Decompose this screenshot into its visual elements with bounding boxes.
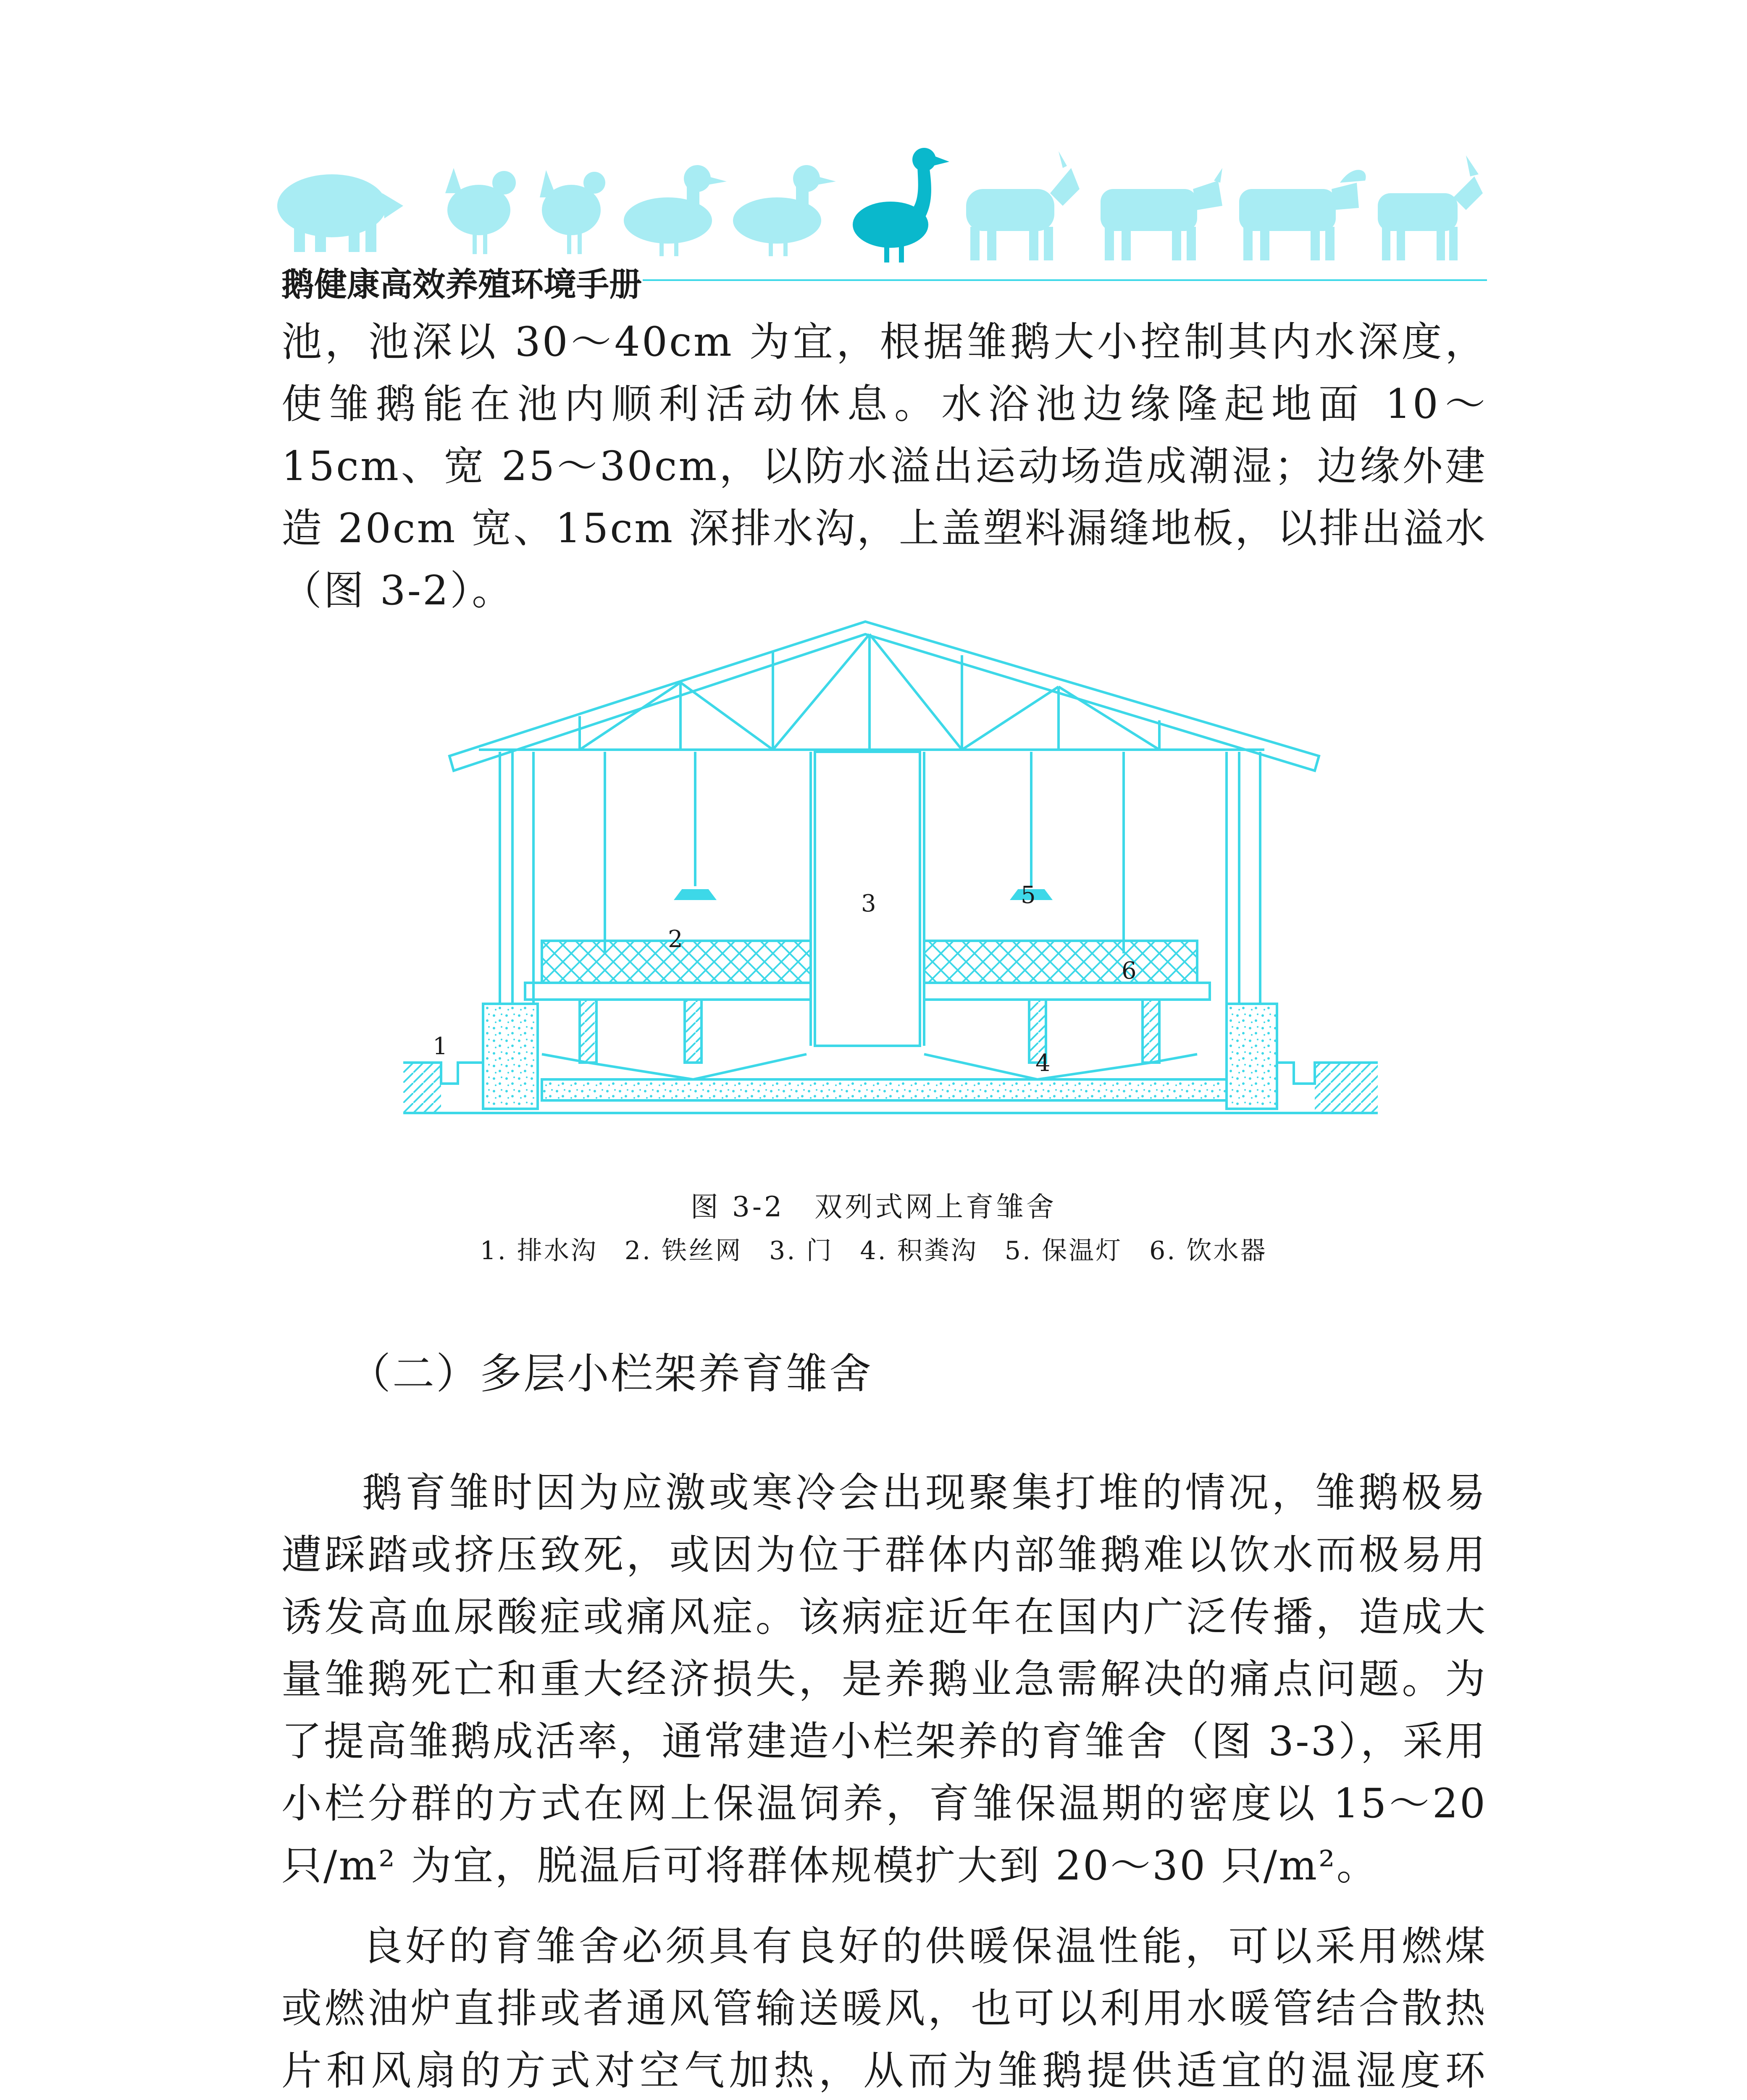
- roof-truss: [479, 634, 1264, 750]
- paragraph-text: 鹅育雏时因为应激或寒冷会出现聚集打堆的情况，雏鹅极易遭踩踏或挤压致死，或因为位于群体内部雏鹅难以饮水而极易用诱发高血尿酸症或痛风症。该病症近年在国内广泛传播，造成大量雏鹅死亡和重大经济损失，是养鹅业急需解决的痛点问题。为了提高雏鹅成活率，通常建造小栏架养的育雏舍（图 3-3），采用小栏分群的方式在网上保温饲养，育雏保温期的密度以 15～20 只/m² 为宜，脱温后可将群体规模扩大到 20～30 只/m²。: [281, 1469, 1487, 1889]
- goose-icon: [853, 148, 949, 262]
- duck-icon: [624, 165, 727, 256]
- heat-lamp: [676, 890, 714, 899]
- label-drain-ditch: 1: [433, 1033, 448, 1060]
- label-drinker: 6: [1122, 957, 1137, 984]
- label-wire-mesh: 2: [668, 926, 683, 953]
- label-manure-trench: 4: [1035, 1050, 1051, 1077]
- body-paragraph-1: [281, 311, 1487, 622]
- hen-icon: [540, 170, 605, 254]
- book-title: 鹅健康高效养殖环境手册: [281, 266, 642, 304]
- paragraph-text: 良好的育雏舍必须具有良好的供暖保温性能，可以采用燃煤或燃油炉直排或者通风管输送暖风，也可以利用水暖管结合散热片和风扇的方式对空气加热，从而为雏鹅提供适宜的温湿度环: [281, 1923, 1487, 2094]
- paragraph-text: 池，池深以 30～40cm 为宜，根据雏鹅大小控制其内水深度，使雏鹅能在池内顺利活动休息。水浴池边缘隆起地面 10～15cm、宽 25～30cm，以防水溢出运动场造成潮湿；边缘外建造 20cm 宽、15cm 深排水沟，上盖塑料漏缝地板，以排出溢水（图 3-2）。: [281, 318, 1487, 614]
- label-door: 3: [861, 890, 876, 917]
- wall-right: [1227, 752, 1260, 1004]
- manure-trench: [542, 1054, 1197, 1079]
- section-heading: （二）多层小栏架养育雏舍: [349, 1349, 873, 1398]
- wall-left: [500, 752, 533, 1004]
- body-paragraph-2: [281, 1462, 1487, 1897]
- figure-double-row-brooder-house: [403, 609, 1378, 1155]
- goat-icon: [966, 151, 1080, 260]
- label-heat-lamp: 5: [1021, 882, 1036, 909]
- figure-caption: 图 3-2 双列式网上育雏舍: [690, 1191, 1057, 1223]
- buffalo-icon: [1239, 170, 1366, 260]
- wire-mesh-right: [924, 941, 1197, 983]
- sheep-icon: [1378, 155, 1483, 260]
- header-animal-banner: [277, 143, 1495, 269]
- duck-icon: [733, 165, 836, 256]
- chicken-icon: [445, 168, 516, 254]
- cow-icon: [1101, 168, 1222, 260]
- pig-icon: [277, 174, 403, 252]
- figure-legend: 1. 排水沟 2. 铁丝网 3. 门 4. 积粪沟 5. 保温灯 6. 饮水器: [480, 1236, 1267, 1265]
- body-paragraph-3: [281, 1915, 1487, 2100]
